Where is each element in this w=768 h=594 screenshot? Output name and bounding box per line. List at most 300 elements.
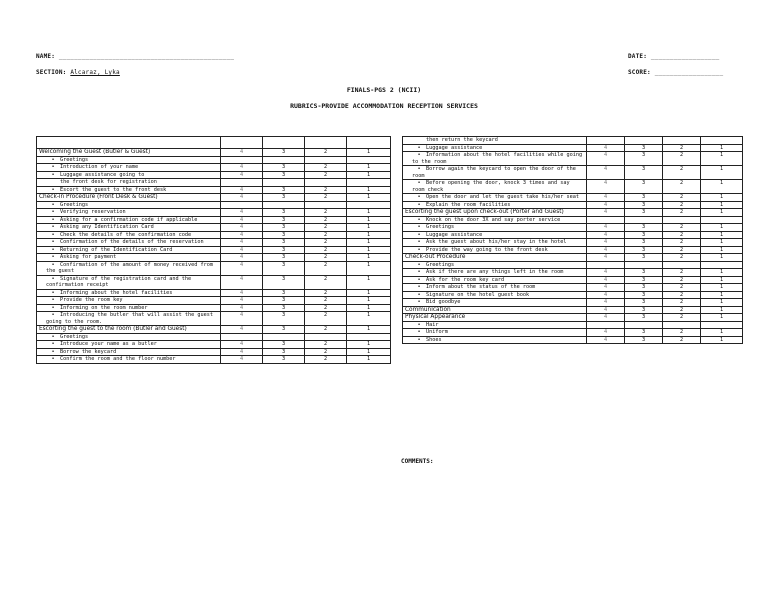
rubric-row	[37, 275, 391, 289]
score-cell-3: 3	[625, 194, 663, 202]
score-cell-3: 3	[263, 194, 305, 202]
score-cell-3: 3	[263, 312, 305, 326]
criterion-cell	[403, 246, 587, 254]
criterion-cell	[403, 231, 587, 239]
bullet-icon: •	[417, 166, 421, 172]
criterion-cell	[37, 209, 221, 217]
score-cell-4: 4	[587, 336, 625, 344]
bullet-icon: •	[51, 333, 55, 340]
score-cell-4: 4	[221, 326, 263, 334]
rubric-row	[37, 171, 391, 179]
score-cell-1: 1	[347, 254, 391, 262]
rubric-row	[37, 231, 391, 239]
criterion-continuation: the front desk for registration	[37, 179, 221, 187]
score-cell-4: 4	[587, 166, 625, 180]
criterion-label: Provide the room key	[60, 297, 123, 303]
criterion-cell	[403, 269, 587, 277]
score-cell-1: 1	[701, 306, 743, 314]
rubric-row	[403, 336, 743, 344]
rubric-row	[403, 144, 743, 152]
score-cell-1: 1	[701, 276, 743, 284]
rubric-row	[403, 261, 743, 269]
bullet-icon: •	[51, 156, 55, 163]
score-cell-3: 3	[625, 276, 663, 284]
score-cell-1: 1	[347, 312, 391, 326]
section-title: Check-in Procedure (Front Desk & Guest)	[37, 194, 221, 202]
rubric-row	[37, 254, 391, 262]
bullet-icon: •	[51, 239, 55, 245]
score-cell-1: 1	[347, 356, 391, 364]
score-cell-4: 4	[221, 348, 263, 356]
score-cell-2: 2	[305, 304, 347, 312]
score-cell-2: 2	[663, 180, 701, 194]
criterion-label: Luggage assistance	[426, 231, 483, 238]
score-cell-4: 4	[587, 239, 625, 247]
rubric-row	[37, 304, 391, 312]
criterion-label: Escort the guest to the front desk	[60, 186, 167, 193]
criterion-label: Explain the room facilities	[426, 201, 511, 208]
score-cell-2	[305, 156, 347, 164]
score-cell-1: 1	[701, 246, 743, 254]
score-cell-1: 1	[347, 275, 391, 289]
comments-label: COMMENTS:	[401, 458, 434, 465]
score-cell-4: 4	[587, 276, 625, 284]
bullet-icon: •	[417, 239, 421, 245]
score-cell-1	[347, 333, 391, 341]
score-cell-3: 3	[625, 209, 663, 217]
score-cell-3: 3	[625, 329, 663, 337]
criterion-cell	[403, 261, 587, 269]
criterion-cell	[403, 284, 587, 292]
criterion-label: Signature of the registration card and the confirmation receipt	[46, 275, 192, 288]
score-cell-1: 1	[701, 291, 743, 299]
score-cell-2: 2	[305, 194, 347, 202]
score-cell-1	[347, 179, 391, 187]
rubric-row	[403, 239, 743, 247]
section-title: Escorting the guest to the room (Butler and Guest)	[37, 326, 221, 334]
bullet-icon: •	[51, 341, 55, 347]
bullet-icon: •	[417, 224, 421, 230]
rubric-row	[37, 333, 391, 341]
score-cell-2	[663, 261, 701, 269]
criterion-label: Information about the hotel facilities while going to the room	[412, 152, 583, 165]
score-cell-3: 3	[263, 239, 305, 247]
criterion-label: Verifying reservation	[60, 209, 126, 215]
score-cell-3: 3	[263, 261, 305, 275]
score-cell-2: 2	[663, 246, 701, 254]
section-title: Communication	[403, 306, 587, 314]
score-cell-1: 1	[347, 326, 391, 334]
score-cell-2: 2	[305, 254, 347, 262]
criterion-cell	[403, 194, 587, 202]
rubric-row	[403, 231, 743, 239]
score-cell-2: 2	[663, 194, 701, 202]
score-cell-2: 2	[305, 209, 347, 217]
score-cell-1: 1	[347, 304, 391, 312]
rubric-row	[37, 201, 391, 209]
rubric-row	[403, 269, 743, 277]
score-cell-2: 2	[663, 152, 701, 166]
score-cell-4	[587, 321, 625, 329]
criterion-label: Introduce your name as a butler	[60, 341, 157, 347]
score-cell-3: 3	[263, 341, 305, 349]
rubric-row	[403, 180, 743, 194]
criterion-cell	[37, 156, 221, 164]
score-cell-4: 4	[221, 304, 263, 312]
criterion-cell	[37, 333, 221, 341]
score-cell-4: 4	[587, 246, 625, 254]
score-cell-4: 4	[221, 194, 263, 202]
score-cell-3: 3	[263, 289, 305, 297]
criterion-label: Confirm the room and the floor number	[60, 356, 176, 362]
score-cell-4: 4	[587, 144, 625, 152]
criterion-cell	[37, 201, 221, 209]
bullet-icon: •	[417, 276, 421, 283]
criterion-cell	[37, 289, 221, 297]
score-cell-2: 2	[305, 275, 347, 289]
score-cell-1	[701, 137, 743, 145]
page-title: FINALS-PGS 2 (NCII)	[346, 86, 422, 94]
score-cell-2: 2	[663, 336, 701, 344]
score-cell-3	[263, 179, 305, 187]
criterion-label: Greetings	[60, 156, 89, 163]
criterion-label: Ask for the room key card	[426, 276, 505, 283]
score-cell-3	[263, 137, 305, 149]
section-row	[37, 326, 391, 334]
score-field	[628, 69, 723, 76]
score-cell-4	[221, 201, 263, 209]
score-cell-4: 4	[221, 356, 263, 364]
score-cell-4: 4	[221, 254, 263, 262]
criterion-cell	[37, 356, 221, 364]
criterion-label: Greetings	[60, 201, 89, 208]
bullet-icon: •	[51, 254, 55, 260]
rubric-row	[37, 348, 391, 356]
score-cell-4	[221, 137, 263, 149]
score-cell-3: 3	[625, 284, 663, 292]
rubric-row	[403, 291, 743, 299]
score-cell-4: 4	[587, 291, 625, 299]
score-cell-4: 4	[221, 341, 263, 349]
criterion-cell	[403, 299, 587, 307]
rubric-row	[37, 239, 391, 247]
bullet-icon: •	[51, 348, 55, 355]
bullet-icon: •	[51, 289, 55, 296]
criterion-label: Open the door and let the guest take his/her seat	[426, 194, 580, 200]
score-cell-3: 3	[263, 326, 305, 334]
criterion-label: Before opening the door, knock 3 times and say room check	[412, 180, 570, 193]
score-cell-2: 2	[663, 239, 701, 247]
score-cell-1: 1	[701, 166, 743, 180]
rubric-row	[403, 321, 743, 329]
score-cell-2: 2	[305, 312, 347, 326]
rubric-row	[37, 179, 391, 187]
score-cell-1: 1	[347, 186, 391, 194]
score-cell-3: 3	[625, 201, 663, 209]
rubric-row	[403, 329, 743, 337]
criterion-label: Knock on the door 3X and say porter service	[426, 216, 561, 223]
score-label: SCORE:	[628, 69, 651, 76]
score-cell-1: 1	[701, 284, 743, 292]
score-cell-2: 2	[663, 291, 701, 299]
rubric-row	[403, 152, 743, 166]
rubric-row	[37, 261, 391, 275]
criterion-cell	[403, 224, 587, 232]
criterion-label: Asking for payment	[60, 254, 117, 260]
score-cell-4	[587, 261, 625, 269]
score-cell-2: 2	[305, 341, 347, 349]
bullet-icon: •	[417, 269, 421, 275]
score-cell-4: 4	[587, 180, 625, 194]
score-cell-3: 3	[625, 231, 663, 239]
score-cell-4: 4	[221, 289, 263, 297]
header-cell	[37, 137, 221, 149]
score-cell-3	[625, 216, 663, 224]
score-cell-2: 2	[305, 216, 347, 224]
score-cell-4: 4	[221, 261, 263, 275]
score-cell-4: 4	[221, 312, 263, 326]
score-cell-4	[587, 216, 625, 224]
criterion-label: Luggage assistance	[426, 144, 483, 151]
score-cell-1: 1	[701, 180, 743, 194]
section-row	[403, 314, 743, 322]
criterion-cell	[37, 216, 221, 224]
criterion-label: Greetings	[60, 333, 89, 340]
bullet-icon: •	[417, 261, 421, 268]
score-cell-3: 3	[263, 209, 305, 217]
score-cell-4: 4	[587, 152, 625, 166]
section-row	[37, 149, 391, 157]
score-cell-1: 1	[701, 224, 743, 232]
score-cell-4: 4	[587, 329, 625, 337]
score-cell-2: 2	[663, 314, 701, 322]
score-cell-1	[347, 137, 391, 149]
name-field	[36, 53, 234, 60]
criterion-cell	[37, 275, 221, 289]
criterion-cell	[37, 348, 221, 356]
score-cell-1: 1	[347, 231, 391, 239]
score-cell-2: 2	[663, 231, 701, 239]
bullet-icon: •	[417, 299, 421, 305]
score-cell-4: 4	[221, 239, 263, 247]
score-cell-3: 3	[263, 231, 305, 239]
score-cell-4	[587, 137, 625, 145]
score-cell-3: 3	[625, 224, 663, 232]
criterion-cell	[37, 239, 221, 247]
criterion-label: Asking any Identification Card	[60, 224, 154, 230]
score-cell-2: 2	[663, 209, 701, 217]
section-title: Welcoming the Guest (Butler & Guest)	[37, 149, 221, 157]
bullet-icon: •	[51, 164, 55, 170]
bullet-icon: •	[417, 321, 421, 328]
criterion-label: Confirmation of the details of the reservation	[60, 239, 204, 245]
score-cell-4: 4	[221, 171, 263, 179]
bullet-icon: •	[417, 216, 421, 223]
score-cell-1: 1	[701, 336, 743, 344]
criterion-label: Inform about the status of the room	[426, 284, 536, 290]
date-field	[628, 53, 720, 60]
criterion-cell	[37, 312, 221, 326]
score-cell-4: 4	[587, 231, 625, 239]
score-cell-2: 2	[663, 329, 701, 337]
rubric-row	[37, 246, 391, 254]
criterion-cell	[37, 164, 221, 172]
criterion-cell	[37, 297, 221, 305]
date-label: DATE:	[628, 53, 648, 60]
score-cell-3	[263, 333, 305, 341]
rubric-row	[403, 201, 743, 209]
score-cell-1: 1	[347, 348, 391, 356]
score-cell-1: 1	[701, 152, 743, 166]
rubric-row	[403, 299, 743, 307]
score-line: __________________	[654, 69, 724, 76]
score-cell-1: 1	[347, 194, 391, 202]
score-cell-2: 2	[305, 356, 347, 364]
score-cell-1: 1	[701, 194, 743, 202]
criterion-cell	[403, 291, 587, 299]
score-cell-2: 2	[663, 299, 701, 307]
criterion-cell	[403, 336, 587, 344]
bullet-icon: •	[51, 216, 55, 223]
score-cell-1: 1	[701, 239, 743, 247]
bullet-icon: •	[51, 304, 55, 311]
criterion-label: Uniform	[426, 329, 448, 335]
rubric-row	[403, 224, 743, 232]
bullet-icon: •	[417, 152, 421, 158]
criterion-label: Hair	[426, 321, 439, 328]
criterion-label: Signature on the hotel guest book	[426, 291, 530, 298]
section-row	[37, 194, 391, 202]
section-value: Alcaraz, Lyka	[70, 69, 120, 76]
rubric-row	[403, 246, 743, 254]
criterion-label: Confirmation of the amount of money received from the guest	[46, 261, 214, 274]
criterion-label: Bid goodbye	[426, 299, 461, 305]
bullet-icon: •	[417, 201, 421, 208]
score-cell-4: 4	[587, 314, 625, 322]
score-cell-2: 2	[663, 201, 701, 209]
rubric-row	[403, 276, 743, 284]
score-cell-2: 2	[305, 186, 347, 194]
score-cell-2: 2	[663, 284, 701, 292]
rubric-row	[37, 164, 391, 172]
rubric-row	[37, 224, 391, 232]
criterion-label: Introducing the butler that will assist the guest going to the room.	[46, 312, 214, 325]
score-cell-2: 2	[305, 171, 347, 179]
rubric-row	[403, 284, 743, 292]
section-field	[36, 69, 120, 76]
criterion-continuation: then return the keycard	[403, 137, 587, 145]
bullet-icon: •	[51, 209, 55, 215]
rubric-row	[37, 209, 391, 217]
score-cell-3: 3	[263, 254, 305, 262]
score-cell-3	[625, 261, 663, 269]
bullet-icon: •	[417, 336, 421, 343]
criterion-label: Returning of the Identification Card	[60, 246, 173, 253]
score-cell-4: 4	[587, 254, 625, 262]
score-cell-4: 4	[221, 224, 263, 232]
rubric-row	[37, 216, 391, 224]
score-cell-1: 1	[347, 224, 391, 232]
score-cell-1: 1	[347, 164, 391, 172]
score-cell-2: 2	[663, 254, 701, 262]
score-cell-2: 2	[305, 326, 347, 334]
criterion-label: Borrow again the keycard to open the door of the room	[412, 166, 576, 179]
criterion-cell	[403, 276, 587, 284]
score-cell-2: 2	[305, 149, 347, 157]
score-cell-1: 1	[347, 289, 391, 297]
criterion-cell	[37, 261, 221, 275]
rubric-row	[403, 194, 743, 202]
score-cell-3: 3	[625, 239, 663, 247]
rubric-row	[37, 186, 391, 194]
criterion-cell	[37, 186, 221, 194]
score-cell-2: 2	[663, 306, 701, 314]
score-cell-4: 4	[587, 224, 625, 232]
criterion-cell	[37, 224, 221, 232]
bullet-icon: •	[417, 291, 421, 298]
section-row	[403, 306, 743, 314]
score-cell-2: 2	[663, 269, 701, 277]
score-cell-3: 3	[263, 275, 305, 289]
score-cell-4: 4	[221, 186, 263, 194]
score-cell-3: 3	[263, 186, 305, 194]
criterion-cell	[37, 304, 221, 312]
score-cell-1: 1	[347, 239, 391, 247]
score-cell-2: 2	[663, 224, 701, 232]
score-cell-2	[663, 321, 701, 329]
section-title: Check-out Procedure	[403, 254, 587, 262]
score-cell-2: 2	[305, 246, 347, 254]
criterion-cell	[403, 144, 587, 152]
bullet-icon: •	[417, 231, 421, 238]
score-cell-4: 4	[587, 194, 625, 202]
criterion-label: Asking for a confirmation code if applicable	[60, 216, 198, 223]
score-cell-1: 1	[347, 261, 391, 275]
score-cell-3: 3	[625, 144, 663, 152]
criterion-cell	[37, 246, 221, 254]
criterion-cell	[403, 216, 587, 224]
rubric-row	[37, 356, 391, 364]
criterion-label: Provide the way going to the front desk	[426, 246, 548, 253]
score-cell-4	[221, 333, 263, 341]
score-cell-1: 1	[347, 246, 391, 254]
score-cell-1: 1	[701, 314, 743, 322]
bullet-icon: •	[417, 246, 421, 253]
score-cell-3: 3	[263, 297, 305, 305]
score-cell-1: 1	[701, 144, 743, 152]
criterion-label: Ask the guest about his/her stay in the hotel	[426, 239, 567, 245]
bullet-icon: •	[417, 194, 421, 200]
score-cell-1: 1	[701, 329, 743, 337]
score-cell-2: 2	[305, 297, 347, 305]
score-cell-3: 3	[263, 246, 305, 254]
section-title: Escorting the guest upon check-out (Porter and Guest)	[403, 209, 587, 217]
rubric-row	[37, 341, 391, 349]
score-cell-4: 4	[221, 297, 263, 305]
criterion-cell	[37, 341, 221, 349]
score-cell-3: 3	[263, 224, 305, 232]
score-cell-4: 4	[221, 209, 263, 217]
score-cell-1	[701, 321, 743, 329]
rubric-row	[37, 312, 391, 326]
score-cell-1	[347, 156, 391, 164]
bullet-icon: •	[417, 329, 421, 335]
criterion-cell	[403, 152, 587, 166]
score-cell-1: 1	[347, 209, 391, 217]
score-cell-3: 3	[625, 336, 663, 344]
score-cell-4: 4	[587, 201, 625, 209]
score-cell-3: 3	[625, 152, 663, 166]
